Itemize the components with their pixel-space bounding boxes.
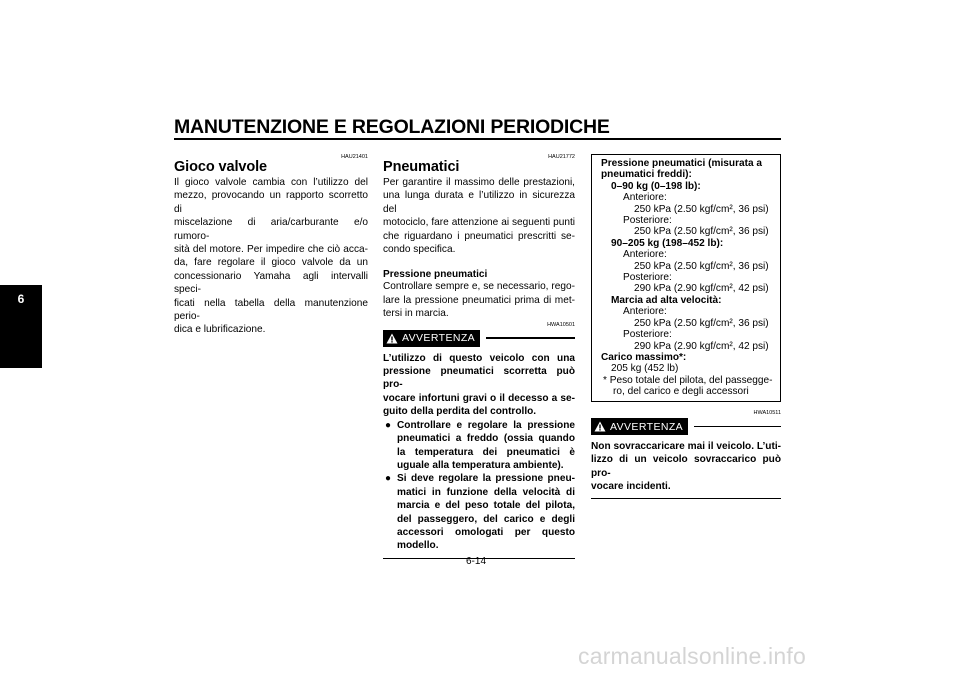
warning2-rule bbox=[694, 426, 781, 428]
text-line: Si deve regolare la pressione pneu- bbox=[397, 473, 575, 485]
tyres-paragraph bbox=[383, 176, 575, 256]
text-line: Per garantire il massimo delle prestazioni, bbox=[383, 177, 575, 188]
spec-max-load-label: Carico massimo*: bbox=[601, 351, 687, 363]
text-line: Controllare e regolare la pressione bbox=[397, 419, 575, 431]
spec-rear-label: Posteriore: bbox=[623, 329, 672, 341]
text-line: Non sovraccaricare mai il veicolo. L’uti- bbox=[591, 441, 781, 452]
warning2-text bbox=[591, 440, 781, 494]
warning1-bar bbox=[383, 330, 575, 347]
text-line: vocare incidenti. bbox=[591, 481, 671, 493]
spec-rear-label: Posteriore: bbox=[623, 272, 672, 284]
watermark: carmanualsonline.info bbox=[578, 643, 806, 669]
text-line: Controllare sempre e, se necessario, rego- bbox=[383, 281, 575, 293]
text-line: condo specifica. bbox=[383, 244, 456, 256]
page-number: 6-14 bbox=[466, 556, 487, 567]
text-line: da, fare regolare il gioco valvole da un bbox=[174, 257, 368, 269]
bullet-icon: ● bbox=[385, 473, 392, 485]
warning2-bar bbox=[591, 418, 781, 435]
spec-front-label: Anteriore: bbox=[623, 192, 667, 204]
text-line: lizzo di un veicolo sovraccarico può pro- bbox=[591, 454, 781, 479]
tyres-code: HAU21772 bbox=[548, 154, 575, 160]
spec-high-speed: Marcia ad alta velocità: bbox=[611, 294, 722, 306]
spec-title: pneumatici freddi): bbox=[601, 169, 692, 181]
valve-code: HAU21401 bbox=[341, 154, 368, 160]
text-line: vocare infortuni gravi o il decesso a se- bbox=[383, 392, 575, 404]
text-line: mezzo, provocando un rapporto scorretto di bbox=[174, 190, 368, 215]
spec-load-range: 0–90 kg (0–198 lb): bbox=[611, 180, 701, 192]
text-line: guito della perdita del controllo. bbox=[383, 406, 537, 418]
warning-triangle-icon bbox=[594, 421, 606, 432]
text-line: accessori omologati per questo bbox=[397, 526, 575, 538]
text-line: la temperatura dei pneumatici è bbox=[397, 446, 575, 458]
pressure-spec-box bbox=[591, 154, 781, 402]
text-line: uguale alla temperatura ambiente). bbox=[397, 459, 564, 471]
tyres-section bbox=[383, 154, 575, 559]
text-line: una lunga durata e l’utilizzo in sicurezza del bbox=[383, 190, 575, 215]
warning1-rule bbox=[486, 337, 575, 339]
text-line: che riguardano i pneumatici prescritti se- bbox=[383, 230, 575, 242]
spec-front-value: 250 kPa (2.50 kgf/cm², 36 psi) bbox=[634, 203, 769, 215]
text-line: miscelazione di aria/carburante e/o rumoro- bbox=[174, 217, 368, 242]
warning2-badge bbox=[591, 418, 688, 435]
spec-footnote: * Peso totale del pilota, del passegge- bbox=[603, 374, 773, 386]
text-line: ficati nella tabella della manutenzione perio- bbox=[174, 297, 368, 323]
warning1-code: HWA10501 bbox=[547, 321, 575, 328]
warning2-label: AVVERTENZA bbox=[610, 420, 684, 433]
pressure-subheading: Pressione pneumatici bbox=[383, 269, 488, 281]
pressure-paragraph bbox=[383, 280, 575, 320]
spec-front-value: 250 kPa (2.50 kgf/cm², 36 psi) bbox=[634, 260, 769, 272]
text-line: L’utilizzo di questo veicolo con una bbox=[383, 352, 575, 364]
bullet-icon: ● bbox=[385, 419, 392, 431]
spec-max-load-value: 205 kg (452 lb) bbox=[611, 363, 679, 375]
text-line: modello. bbox=[397, 540, 439, 552]
valve-title: Gioco valvole bbox=[174, 159, 267, 175]
spec-rear-label: Posteriore: bbox=[623, 215, 672, 227]
spec-front-value: 250 kPa (2.50 kgf/cm², 36 psi) bbox=[634, 317, 769, 329]
spec-title: Pressione pneumatici (misurata a bbox=[601, 158, 762, 169]
warning2-code: HWA10511 bbox=[753, 410, 781, 416]
spec-rear-value: 290 kPa (2.90 kgf/cm², 42 psi) bbox=[634, 283, 769, 295]
valve-section bbox=[174, 154, 368, 337]
warning1-label: AVVERTENZA bbox=[402, 332, 476, 345]
warning2-section bbox=[591, 410, 781, 499]
spec-footnote: ro, del carico e degli accessori bbox=[613, 386, 749, 398]
text-line: motociclo, fare attenzione ai seguenti punti bbox=[383, 217, 575, 229]
warning1-bullet-2 bbox=[383, 472, 575, 552]
text-line: matici in funzione della velocità di bbox=[397, 486, 575, 498]
spec-load-range: 90–205 kg (198–452 lb): bbox=[611, 237, 724, 249]
warning1-badge bbox=[383, 330, 480, 347]
valve-paragraph bbox=[174, 176, 368, 337]
warning1-bullet-1 bbox=[383, 419, 575, 473]
text-line: lare la pressione pneumatici prima di met- bbox=[383, 294, 575, 306]
text-line: Il gioco valvole cambia con l’utilizzo del bbox=[174, 177, 368, 188]
text-line: pressione pneumatici scorretta può pro- bbox=[383, 366, 575, 391]
header-rule bbox=[174, 138, 781, 140]
text-line: dica e lubrificazione. bbox=[174, 324, 266, 336]
warning1-text bbox=[383, 352, 575, 419]
text-line: marcia e del peso totale del pilota, bbox=[397, 500, 575, 512]
text-line: tersi in marcia. bbox=[383, 308, 449, 320]
text-line: concessionario Yamaha agli intervalli speci- bbox=[174, 270, 368, 296]
text-line: sità del motore. Per impedire che ciò acca- bbox=[174, 244, 368, 256]
tyres-title: Pneumatici bbox=[383, 159, 460, 175]
text-line: pneumatici a freddo (ossia quando bbox=[397, 433, 575, 445]
chapter-tab: 6 bbox=[0, 285, 42, 368]
page-title: MANUTENZIONE E REGOLAZIONI PERIODICHE bbox=[174, 116, 610, 138]
warning2-end-rule bbox=[591, 498, 781, 500]
warning-triangle-icon bbox=[386, 333, 398, 344]
spec-front-label: Anteriore: bbox=[623, 306, 667, 318]
text-line: del passeggero, del carico e degli bbox=[397, 513, 575, 525]
spec-rear-value: 290 kPa (2.90 kgf/cm², 42 psi) bbox=[634, 340, 769, 352]
spec-rear-value: 250 kPa (2.50 kgf/cm², 36 psi) bbox=[634, 226, 769, 238]
spec-front-label: Anteriore: bbox=[623, 249, 667, 261]
